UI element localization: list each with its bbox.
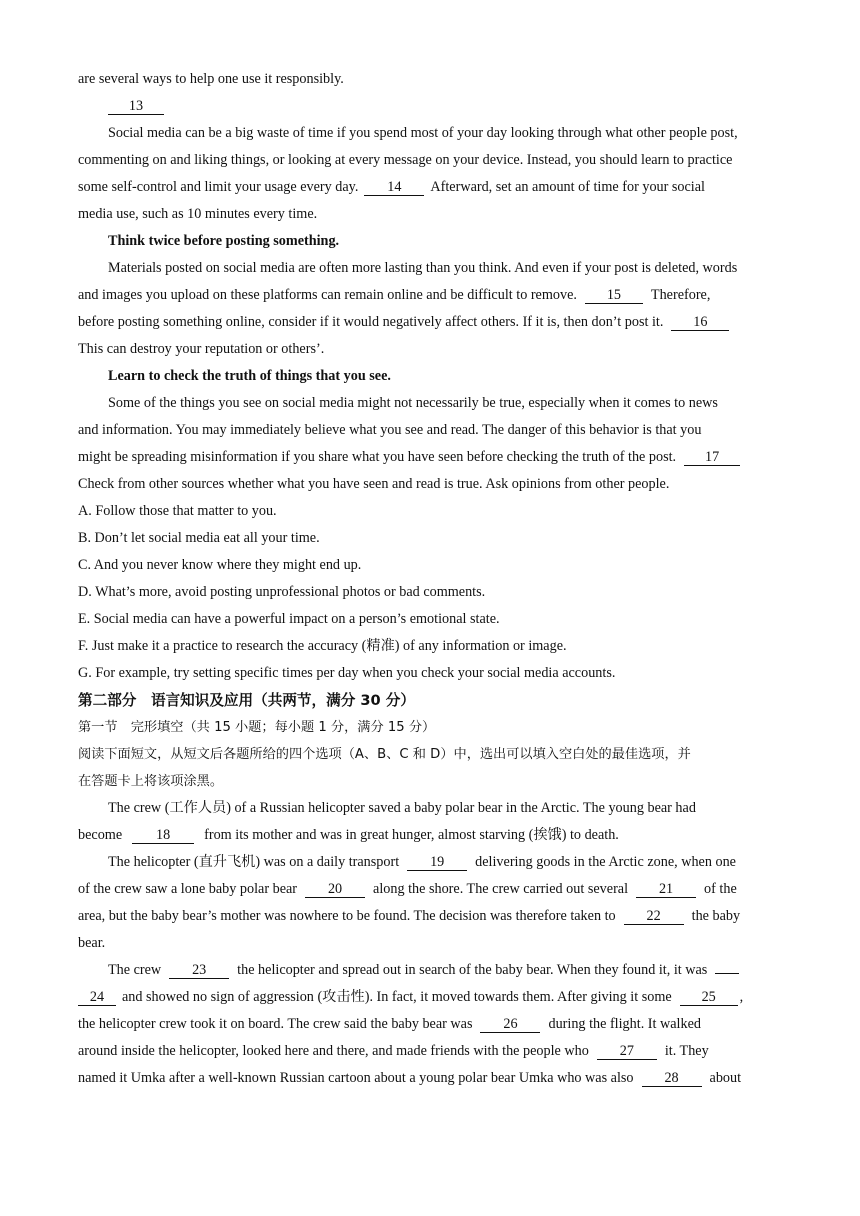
text: of the crew saw a lone baby polar bear bbox=[78, 881, 298, 897]
blank-20: 20 bbox=[305, 881, 365, 898]
text-line bbox=[78, 66, 784, 93]
blank-17: 17 bbox=[684, 449, 740, 466]
text: around inside the helicopter, looked here and there, and made friends with the people who bbox=[78, 1043, 589, 1059]
text-line bbox=[78, 417, 784, 444]
text: area, but the baby bear’s mother was nowhere to be found. The decision was therefore taken to bbox=[78, 908, 616, 924]
text: Materials posted on social media are often more lasting than you think. And even if your post is deleted, words bbox=[108, 260, 738, 276]
option-text: E. Social media can have a powerful impact on a person’s emotional state. bbox=[78, 611, 500, 627]
option-a bbox=[78, 498, 784, 525]
text: and information. You may immediately believe what you see and read. The danger of this behavior is that you bbox=[78, 422, 702, 438]
instruction-text: 在答题卡上将该项涂黑。 bbox=[78, 774, 224, 789]
text: some self-control and limit your usage every day. bbox=[78, 179, 359, 195]
text: might be spreading misinformation if you share what you have seen before checking the truth of the post. bbox=[78, 449, 677, 465]
text: the baby bbox=[691, 908, 741, 924]
text: Therefore, bbox=[650, 287, 711, 303]
text: , bbox=[739, 989, 744, 1005]
text: during the flight. It walked bbox=[548, 1016, 701, 1032]
option-c bbox=[78, 552, 784, 579]
blank-16: 16 bbox=[671, 314, 729, 331]
blank-13: 13 bbox=[108, 98, 164, 115]
blank-15: 15 bbox=[585, 287, 643, 304]
blank-24: 24 bbox=[78, 989, 116, 1006]
text: This can destroy your reputation or others’. bbox=[78, 341, 325, 357]
blank-19: 19 bbox=[407, 854, 467, 871]
text-line bbox=[78, 984, 784, 1011]
blank-23: 23 bbox=[169, 962, 229, 979]
text-line bbox=[78, 1011, 784, 1038]
document-page bbox=[78, 66, 784, 1092]
blank-14: 14 bbox=[364, 179, 424, 196]
option-e bbox=[78, 606, 784, 633]
text: and images you upload on these platforms can remain online and be difficult to remove. bbox=[78, 287, 577, 303]
option-text: D. What’s more, avoid posting unprofessional photos or bad comments. bbox=[78, 584, 486, 600]
text: from its mother and was in great hunger, almost starving (挨饿) to death. bbox=[204, 827, 619, 843]
text: named it Umka after a well-known Russian cartoon about a young polar bear Umka who was also bbox=[78, 1070, 634, 1086]
text: delivering goods in the Arctic zone, when one bbox=[475, 854, 736, 870]
option-g bbox=[78, 660, 784, 687]
text-line bbox=[78, 336, 784, 363]
text: The crew (工作人员) of a Russian helicopter saved a baby polar bear in the Arctic. The young bear had bbox=[108, 800, 696, 816]
text-line bbox=[78, 822, 784, 849]
blank-21: 21 bbox=[636, 881, 696, 898]
text-line bbox=[78, 1038, 784, 1065]
text: Afterward, set an amount of time for your social bbox=[430, 179, 705, 195]
text: Some of the things you see on social media might not necessarily be true, especially when it comes to news bbox=[108, 395, 718, 411]
text: Check from other sources whether what you have seen and read is true. Ask opinions from other people. bbox=[78, 476, 670, 492]
text: Social media can be a big waste of time if you spend most of your day looking through what other people post, bbox=[108, 125, 738, 141]
text: are several ways to help one use it responsibly. bbox=[78, 71, 344, 87]
text-line bbox=[78, 1065, 784, 1092]
text-line bbox=[78, 120, 784, 147]
text-line bbox=[78, 174, 784, 201]
text-line bbox=[78, 795, 784, 822]
text: the helicopter and spread out in search of the baby bear. When they found it, it was bbox=[237, 962, 708, 978]
text: The helicopter (直升飞机) was on a daily transport bbox=[108, 854, 400, 870]
text: The crew bbox=[108, 962, 162, 978]
instruction-text: 阅读下面短文，从短文后各题所给的四个选项（A、B、C 和 D）中，选出可以填入空白处的最佳选项，并 bbox=[78, 747, 691, 762]
text: bear. bbox=[78, 935, 106, 951]
text-line bbox=[78, 444, 784, 471]
option-d bbox=[78, 579, 784, 606]
text-line bbox=[78, 147, 784, 174]
text: along the shore. The crew carried out several bbox=[373, 881, 629, 897]
blank-28: 28 bbox=[642, 1070, 702, 1087]
text-line bbox=[78, 876, 784, 903]
instructions bbox=[78, 741, 784, 768]
option-text: A. Follow those that matter to you. bbox=[78, 503, 277, 519]
blank-18: 18 bbox=[132, 827, 194, 844]
section-subtitle bbox=[78, 714, 784, 741]
heading-text: Learn to check the truth of things that you see. bbox=[108, 368, 391, 384]
text: become bbox=[78, 827, 123, 843]
text: before posting something online, consider if it would negatively affect others. If it is, then don’t post it. bbox=[78, 314, 664, 330]
text-line bbox=[78, 93, 784, 120]
option-text: B. Don’t let social media eat all your time. bbox=[78, 530, 320, 546]
text: of the bbox=[704, 881, 737, 897]
text-line bbox=[78, 903, 784, 930]
section-heading bbox=[78, 363, 784, 390]
text: commenting on and liking things, or looking at every message on your device. Instead, you should learn to practice bbox=[78, 152, 733, 168]
option-f bbox=[78, 633, 784, 660]
text-line bbox=[78, 849, 784, 876]
text-line bbox=[78, 930, 784, 957]
blank-22: 22 bbox=[624, 908, 684, 925]
text-line bbox=[78, 282, 784, 309]
text-line bbox=[78, 255, 784, 282]
heading-text: Think twice before posting something. bbox=[108, 233, 340, 249]
option-b bbox=[78, 525, 784, 552]
blank-25: 25 bbox=[680, 989, 738, 1006]
text-line bbox=[78, 471, 784, 498]
instructions bbox=[78, 768, 784, 795]
text: about bbox=[709, 1070, 742, 1086]
blank-26: 26 bbox=[480, 1016, 540, 1033]
option-text: F. Just make it a practice to research the accuracy (精准) of any information or image. bbox=[78, 638, 567, 654]
text-line bbox=[78, 309, 784, 336]
text: it. They bbox=[664, 1043, 709, 1059]
blank-24-start bbox=[715, 973, 739, 974]
text-line bbox=[78, 201, 784, 228]
blank-27: 27 bbox=[597, 1043, 657, 1060]
part-two-title bbox=[78, 687, 784, 714]
option-text: G. For example, try setting specific times per day when you check your social media accounts. bbox=[78, 665, 616, 681]
section-heading bbox=[78, 228, 784, 255]
subtitle-text: 第一节 完形填空（共 15 小题；每小题 1 分，满分 15 分） bbox=[78, 720, 436, 735]
title-text: 第二部分 语言知识及应用（共两节，满分 30 分） bbox=[78, 692, 415, 709]
option-text: C. And you never know where they might end up. bbox=[78, 557, 362, 573]
text: the helicopter crew took it on board. The crew said the baby bear was bbox=[78, 1016, 473, 1032]
text-line bbox=[78, 957, 784, 984]
text: media use, such as 10 minutes every time. bbox=[78, 206, 318, 222]
text: and showed no sign of aggression (攻击性). In fact, it moved towards them. After giving it some bbox=[122, 989, 672, 1005]
text-line bbox=[78, 390, 784, 417]
